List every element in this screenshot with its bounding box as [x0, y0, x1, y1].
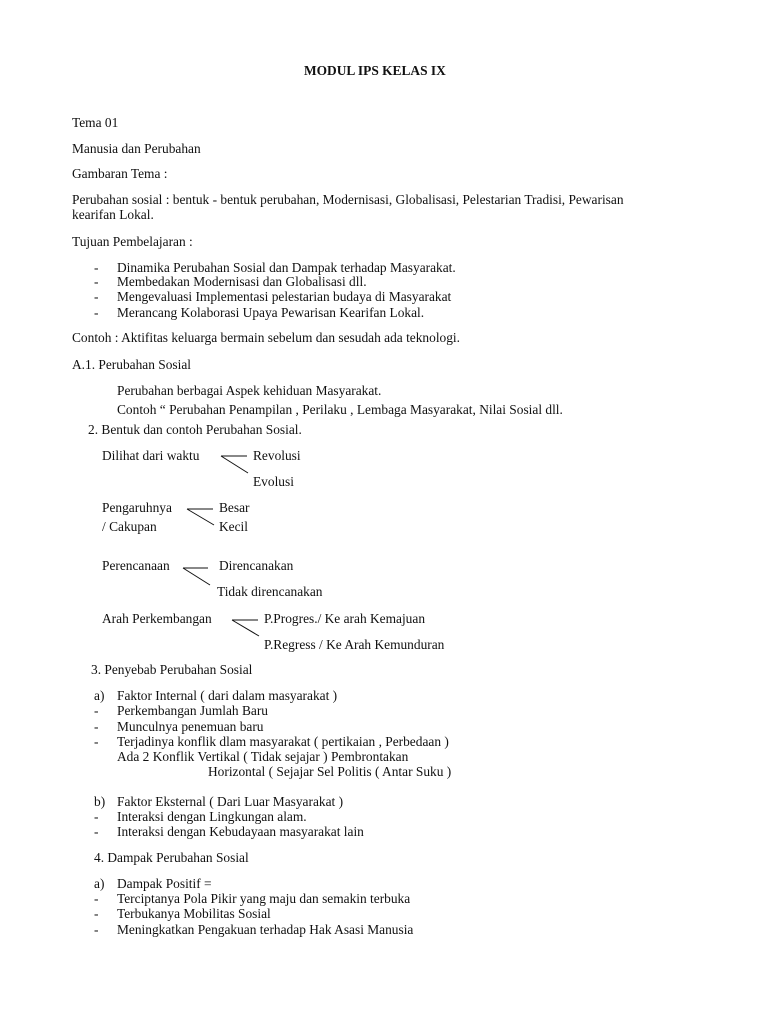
internal-bullet: -	[94, 703, 99, 718]
tujuan-bullet: -	[94, 289, 99, 304]
perencanaan-label: Perencanaan	[102, 558, 170, 573]
tujuan-item: Mengevaluasi Implementasi pelestarian budaya di Masyarakat	[117, 289, 452, 304]
perencanaan-option-tidak: Tidak direncanakan	[217, 584, 323, 599]
tujuan-bullet: -	[94, 305, 99, 320]
internal-marker: a)	[94, 688, 105, 703]
eksternal-item: Interaksi dengan Lingkungan alam.	[117, 809, 307, 824]
arah-option-regress: P.Regress / Ke Arah Kemunduran	[264, 637, 445, 652]
eksternal-bullet: -	[94, 809, 99, 824]
waktu-branch-line	[221, 456, 248, 473]
konflik-vertikal: Ada 2 Konflik Vertikal ( Tidak sejajar ) Pembrontakan	[117, 749, 409, 764]
perubahan-sosial-line2: kearifan Lokal.	[72, 207, 154, 222]
cakupan-label: / Cakupan	[102, 519, 157, 534]
positif-bullet: -	[94, 891, 99, 906]
positif-item: Terciptanya Pola Pikir yang maju dan semakin terbuka	[117, 891, 411, 906]
positif-item: Meningkatkan Pengakuan terhadap Hak Asasi Manusia	[117, 922, 414, 937]
tujuan-label: Tujuan Pembelajaran :	[72, 234, 193, 249]
tujuan-item: Membedakan Modernisasi dan Globalisasi dll.	[117, 274, 367, 289]
section4-heading: 4. Dampak Perubahan Sosial	[94, 850, 249, 865]
arah-option-progres: P.Progres./ Ke arah Kemajuan	[264, 611, 426, 626]
tujuan-item: Merancang Kolaborasi Upaya Pewarisan Kearifan Lokal.	[117, 305, 425, 320]
gambaran-label: Gambaran Tema :	[72, 166, 168, 181]
a1-heading: A.1. Perubahan Sosial	[72, 357, 192, 372]
positif-item: Terbukanya Mobilitas Sosial	[117, 906, 271, 921]
section3-heading: 3. Penyebab Perubahan Sosial	[91, 662, 253, 677]
positif-bullet: -	[94, 906, 99, 921]
perubahan-sosial-line1: Perubahan sosial : bentuk - bentuk perubahan, Modernisasi, Globalisasi, Pelestarian Tradisi, Pewarisan	[72, 192, 624, 207]
contoh-line: Contoh : Aktifitas keluarga bermain sebelum dan sesudah ada teknologi.	[72, 330, 460, 345]
eksternal-marker: b)	[94, 794, 106, 809]
waktu-label: Dilihat dari waktu	[102, 448, 200, 463]
internal-item: Terjadinya konflik dlam masyarakat ( pertikaian , Perbedaan )	[117, 734, 449, 749]
arah-label: Arah Perkembangan	[102, 611, 212, 626]
arah-branch-line	[232, 620, 259, 636]
tujuan-item: Dinamika Perubahan Sosial dan Dampak terhadap Masyarakat.	[117, 260, 456, 275]
internal-item: Munculnya penemuan baru	[117, 719, 264, 734]
eksternal-bullet: -	[94, 824, 99, 839]
pengaruh-option-besar: Besar	[219, 500, 250, 515]
perencanaan-option-direncanakan: Direncanakan	[219, 558, 294, 573]
a1-line1: Perubahan berbagai Aspek kehiduan Masyarakat.	[117, 383, 382, 398]
positif-marker: a)	[94, 876, 105, 891]
pengaruh-option-kecil: Kecil	[219, 519, 248, 534]
perencanaan-branch-line	[183, 568, 210, 585]
pengaruh-label: Pengaruhnya	[102, 500, 172, 515]
a1-line2: Contoh “ Perubahan Penampilan , Perilaku , Lembaga Masyarakat, Nilai Sosial dll.	[117, 402, 563, 417]
eksternal-item: Interaksi dengan Kebudayaan masyarakat lain	[117, 824, 364, 839]
internal-bullet: -	[94, 719, 99, 734]
document-title: MODUL IPS KELAS IX	[304, 63, 446, 78]
positif-bullet: -	[94, 922, 99, 937]
internal-label: Faktor Internal ( dari dalam masyarakat )	[117, 688, 338, 703]
section2-heading: 2. Bentuk dan contoh Perubahan Sosial.	[88, 422, 302, 437]
eksternal-label: Faktor Eksternal ( Dari Luar Masyarakat )	[117, 794, 344, 809]
tema-name: Manusia dan Perubahan	[72, 141, 201, 156]
waktu-option-evolusi: Evolusi	[253, 474, 294, 489]
tujuan-bullet: -	[94, 260, 99, 275]
tema-number: Tema 01	[72, 115, 119, 130]
internal-bullet: -	[94, 734, 99, 749]
internal-item: Perkembangan Jumlah Baru	[117, 703, 268, 718]
tujuan-bullet: -	[94, 274, 99, 289]
konflik-horizontal: Horizontal ( Sejajar Sel Politis ( Antar Suku )	[208, 764, 452, 779]
pengaruh-branch-line	[187, 509, 214, 525]
positif-label: Dampak Positif =	[117, 876, 212, 891]
waktu-option-revolusi: Revolusi	[253, 448, 301, 463]
